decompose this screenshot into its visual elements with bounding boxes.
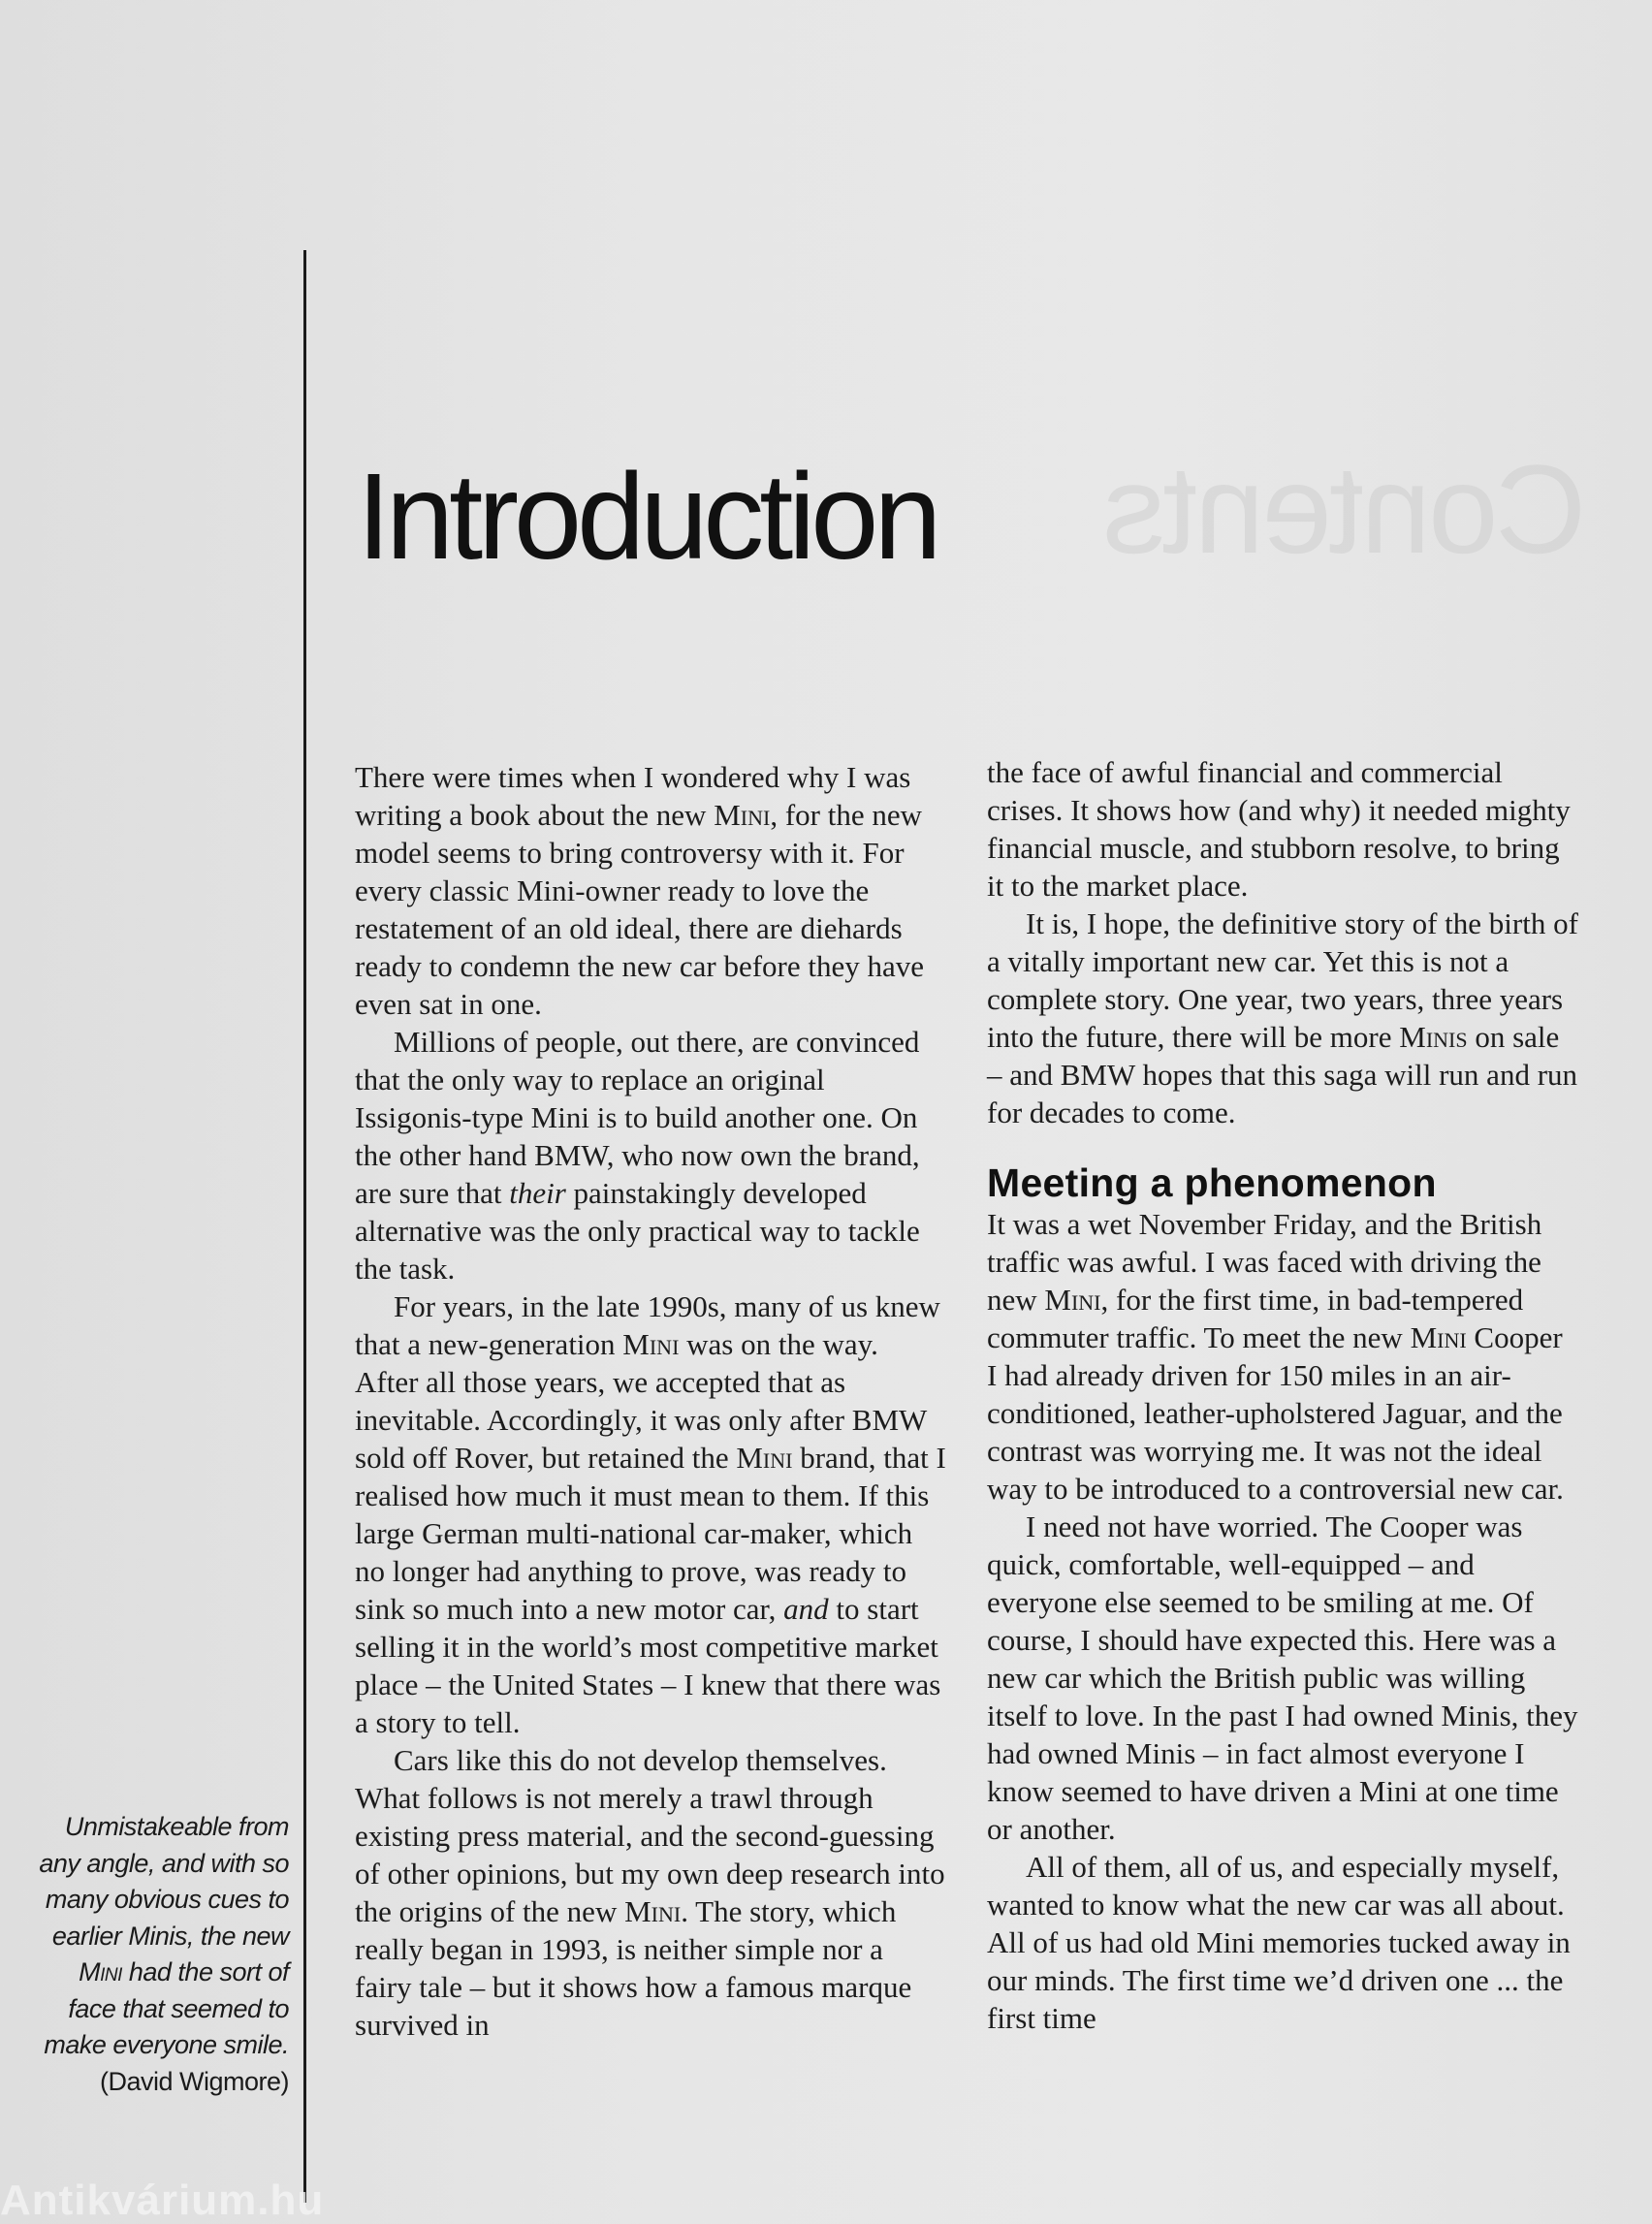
show-through-text: Contents: [1105, 438, 1587, 580]
photo-caption: [39, 1809, 289, 2100]
caption-mini: Mini: [79, 1957, 122, 1986]
section-heading: Meeting a phenomenon: [987, 1160, 1437, 1205]
paragraph: For years, in the late 1990s, many of us knew that a new-generation Mini was on the way. After all those years, we accepted that as inevitable. Accordingly, it was only after BMW sold off Rover, but retained the Mini brand, that I realised how much it must mean to them. If this large German multi-national car-maker, which no longer had anything to prove, was ready to sink so much into a new motor car, and to start selling it in the world’s most competitive market place – the United States – I knew that there was a story to tell.: [355, 1289, 946, 1739]
left-text-column: [355, 758, 946, 2044]
caption-text: Unmistakeable from any angle, and with so many obvious cues to earlier Minis, the new: [39, 1812, 289, 1951]
paragraph: There were times when I wondered why I was writing a book about the new Mini, for the new model seems to bring controversy with it. For every classic Mini-owner ready to love the restatement of an old ideal, there are diehards ready to condemn the new car before they have even sat in one.: [355, 760, 925, 1021]
paragraph: Millions of people, out there, are convinced that the only way to replace an original Issigonis-type Mini is to build another one. On the other hand BMW, who now own the brand, are sure that their painstakingly developed alternative was the only practical way to tackle the task.: [355, 1025, 920, 1286]
watermark: Antikvárium.hu: [0, 2176, 325, 2224]
paragraph: All of them, all of us, and especially myself, wanted to know what the new car was all about. All of us had old Mini memories tucked away in our minds. The first time we’d driven one ... the first time: [987, 1850, 1571, 2035]
paragraph: I need not have worried. The Cooper was quick, comfortable, well-equipped – and everyone else seemed to be smiling at me. Of course, I should have expected this. Here was a new car which the British public was willing itself to love. In the past I had owned Minis, they had owned Minis – in fact almost everyone I know seemed to have driven a Mini at one time or another.: [987, 1509, 1578, 1846]
caption-text-2: had the sort of face that seemed to make everyone smile.: [44, 1957, 289, 2059]
paragraph: It was a wet November Friday, and the British traffic was awful. I was faced with driving the new Mini, for the first time, in bad-tempered commuter traffic. To meet the new Mini Cooper I had already driven for 150 miles in an air-conditioned, leather-upholstered Jaguar, and the contrast was worrying me. It was not the ideal way to be introduced to a controversial new car.: [987, 1207, 1564, 1506]
paragraph: the face of awful financial and commercial crises. It shows how (and why) it needed mighty financial muscle, and stubborn resolve, to bring it to the market place.: [987, 755, 1571, 903]
paragraph: Cars like this do not develop themselves. What follows is not merely a trawl through existing press material, and the second-guessing of other opinions, but my own deep research into the origins of the new Mini. The story, which really began in 1993, is neither simple nor a fairy tale – but it shows how a famous marque survived in: [355, 1743, 945, 2042]
paragraph: It is, I hope, the definitive story of the birth of a vitally important new car. Yet this is not a complete story. One year, two years, three years into the future, there will be more Minis on sale – and BMW hopes that this saga will run and run for decades to come.: [987, 906, 1578, 1129]
page-title: Introduction: [357, 448, 937, 585]
vertical-rule: [303, 250, 306, 2203]
right-text-column: [987, 753, 1578, 2037]
photo-credit: (David Wigmore): [99, 2066, 289, 2096]
